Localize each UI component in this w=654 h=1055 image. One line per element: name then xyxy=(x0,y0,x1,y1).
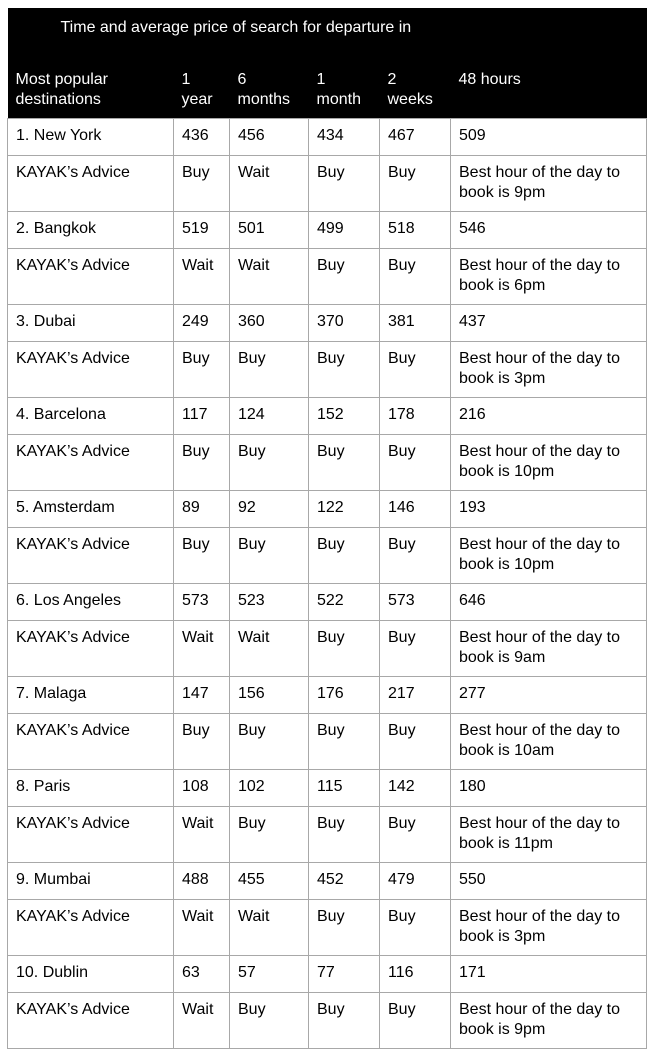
advice-cell-1-year: Wait xyxy=(174,620,230,676)
price-cell-48-hours: 646 xyxy=(451,583,647,620)
advice-label: KAYAK’s Advice xyxy=(8,620,174,676)
price-cell-1-year: 573 xyxy=(174,583,230,620)
advice-cell-6-months: Buy xyxy=(230,806,309,862)
best-hour-note: Best hour of the day to book is 9pm xyxy=(451,155,647,211)
advice-cell-1-month: Buy xyxy=(309,248,380,304)
advice-cell-1-month: Buy xyxy=(309,341,380,397)
advice-label: KAYAK’s Advice xyxy=(8,527,174,583)
price-cell-2-weeks: 573 xyxy=(380,583,451,620)
best-hour-note: Best hour of the day to book is 6pm xyxy=(451,248,647,304)
price-cell-48-hours: 550 xyxy=(451,862,647,899)
advice-cell-1-year: Wait xyxy=(174,248,230,304)
advice-cell-6-months: Buy xyxy=(230,341,309,397)
price-cell-1-month: 77 xyxy=(309,955,380,992)
advice-cell-1-month: Buy xyxy=(309,527,380,583)
advice-cell-2-weeks: Buy xyxy=(380,992,451,1048)
advice-cell-1-year: Wait xyxy=(174,899,230,955)
price-cell-6-months: 156 xyxy=(230,676,309,713)
advice-cell-6-months: Buy xyxy=(230,527,309,583)
advice-cell-1-year: Wait xyxy=(174,806,230,862)
advice-row xyxy=(8,992,647,1048)
price-cell-6-months: 124 xyxy=(230,397,309,434)
best-hour-note: Best hour of the day to book is 9am xyxy=(451,620,647,676)
advice-cell-1-year: Buy xyxy=(174,713,230,769)
price-cell-48-hours: 437 xyxy=(451,304,647,341)
advice-cell-1-month: Buy xyxy=(309,155,380,211)
advice-cell-6-months: Buy xyxy=(230,434,309,490)
advice-cell-1-year: Buy xyxy=(174,341,230,397)
advice-cell-6-months: Wait xyxy=(230,620,309,676)
price-cell-1-year: 488 xyxy=(174,862,230,899)
price-cell-6-months: 57 xyxy=(230,955,309,992)
advice-cell-1-year: Buy xyxy=(174,527,230,583)
advice-cell-6-months: Buy xyxy=(230,713,309,769)
price-cell-6-months: 360 xyxy=(230,304,309,341)
price-cell-6-months: 523 xyxy=(230,583,309,620)
price-cell-6-months: 501 xyxy=(230,211,309,248)
advice-row xyxy=(8,899,647,955)
destination-row xyxy=(8,955,647,992)
advice-cell-2-weeks: Buy xyxy=(380,620,451,676)
advice-cell-1-month: Buy xyxy=(309,620,380,676)
price-cell-1-year: 108 xyxy=(174,769,230,806)
column-header-destinations: Most popular destinations xyxy=(8,60,174,118)
best-hour-note: Best hour of the day to book is 10pm xyxy=(451,434,647,490)
price-cell-1-year: 89 xyxy=(174,490,230,527)
advice-label: KAYAK’s Advice xyxy=(8,155,174,211)
price-advice-table xyxy=(7,8,647,1049)
price-cell-48-hours: 171 xyxy=(451,955,647,992)
price-cell-48-hours: 509 xyxy=(451,118,647,155)
table-header xyxy=(8,8,647,118)
price-cell-6-months: 102 xyxy=(230,769,309,806)
price-cell-48-hours: 216 xyxy=(451,397,647,434)
price-cell-2-weeks: 116 xyxy=(380,955,451,992)
column-header-1-month: 1 month xyxy=(309,60,380,118)
advice-row xyxy=(8,155,647,211)
header-group-title: Time and average price of search for departure in xyxy=(8,8,647,60)
destination-name: 7. Malaga xyxy=(8,676,174,713)
column-header-1-year: 1 year xyxy=(174,60,230,118)
advice-cell-1-month: Buy xyxy=(309,806,380,862)
price-cell-1-month: 452 xyxy=(309,862,380,899)
advice-row xyxy=(8,713,647,769)
destination-row xyxy=(8,583,647,620)
price-cell-1-month: 122 xyxy=(309,490,380,527)
price-cell-1-year: 519 xyxy=(174,211,230,248)
destination-name: 10. Dublin xyxy=(8,955,174,992)
price-cell-1-month: 499 xyxy=(309,211,380,248)
header-columns-row xyxy=(8,60,647,118)
advice-label: KAYAK’s Advice xyxy=(8,713,174,769)
column-header-48-hours: 48 hours xyxy=(451,60,647,118)
price-cell-2-weeks: 479 xyxy=(380,862,451,899)
price-cell-1-month: 176 xyxy=(309,676,380,713)
advice-label: KAYAK’s Advice xyxy=(8,341,174,397)
advice-label: KAYAK’s Advice xyxy=(8,899,174,955)
table-body xyxy=(8,118,647,1048)
advice-cell-1-month: Buy xyxy=(309,434,380,490)
advice-cell-2-weeks: Buy xyxy=(380,527,451,583)
destination-name: 6. Los Angeles xyxy=(8,583,174,620)
advice-label: KAYAK’s Advice xyxy=(8,248,174,304)
advice-cell-2-weeks: Buy xyxy=(380,341,451,397)
destination-row xyxy=(8,676,647,713)
best-hour-note: Best hour of the day to book is 9pm xyxy=(451,992,647,1048)
best-hour-note: Best hour of the day to book is 3pm xyxy=(451,341,647,397)
price-cell-1-year: 147 xyxy=(174,676,230,713)
advice-cell-6-months: Wait xyxy=(230,155,309,211)
advice-row xyxy=(8,248,647,304)
column-header-2-weeks: 2 weeks xyxy=(380,60,451,118)
price-cell-6-months: 455 xyxy=(230,862,309,899)
price-cell-1-month: 115 xyxy=(309,769,380,806)
destination-row xyxy=(8,490,647,527)
price-cell-1-year: 63 xyxy=(174,955,230,992)
advice-cell-6-months: Wait xyxy=(230,248,309,304)
advice-label: KAYAK’s Advice xyxy=(8,806,174,862)
destination-name: 1. New York xyxy=(8,118,174,155)
price-cell-1-month: 522 xyxy=(309,583,380,620)
destination-row xyxy=(8,304,647,341)
advice-cell-1-year: Buy xyxy=(174,155,230,211)
destination-row xyxy=(8,397,647,434)
advice-cell-1-year: Buy xyxy=(174,434,230,490)
price-cell-2-weeks: 217 xyxy=(380,676,451,713)
advice-cell-1-month: Buy xyxy=(309,713,380,769)
price-cell-48-hours: 277 xyxy=(451,676,647,713)
advice-row xyxy=(8,527,647,583)
destination-name: 2. Bangkok xyxy=(8,211,174,248)
price-cell-48-hours: 180 xyxy=(451,769,647,806)
destination-row xyxy=(8,862,647,899)
best-hour-note: Best hour of the day to book is 10am xyxy=(451,713,647,769)
header-group-row xyxy=(8,8,647,60)
price-table-container xyxy=(7,8,646,1049)
advice-label: KAYAK’s Advice xyxy=(8,434,174,490)
advice-row xyxy=(8,341,647,397)
price-cell-2-weeks: 381 xyxy=(380,304,451,341)
advice-cell-2-weeks: Buy xyxy=(380,806,451,862)
advice-cell-2-weeks: Buy xyxy=(380,248,451,304)
advice-cell-6-months: Buy xyxy=(230,992,309,1048)
destination-name: 3. Dubai xyxy=(8,304,174,341)
destination-name: 8. Paris xyxy=(8,769,174,806)
advice-cell-6-months: Wait xyxy=(230,899,309,955)
advice-cell-1-month: Buy xyxy=(309,899,380,955)
best-hour-note: Best hour of the day to book is 10pm xyxy=(451,527,647,583)
price-cell-2-weeks: 467 xyxy=(380,118,451,155)
advice-cell-2-weeks: Buy xyxy=(380,434,451,490)
advice-cell-2-weeks: Buy xyxy=(380,713,451,769)
advice-row xyxy=(8,620,647,676)
destination-row xyxy=(8,769,647,806)
price-cell-1-month: 370 xyxy=(309,304,380,341)
price-cell-1-month: 434 xyxy=(309,118,380,155)
price-cell-1-year: 436 xyxy=(174,118,230,155)
advice-label: KAYAK’s Advice xyxy=(8,992,174,1048)
destination-row xyxy=(8,211,647,248)
destination-name: 9. Mumbai xyxy=(8,862,174,899)
price-cell-6-months: 456 xyxy=(230,118,309,155)
price-cell-48-hours: 546 xyxy=(451,211,647,248)
best-hour-note: Best hour of the day to book is 3pm xyxy=(451,899,647,955)
advice-row xyxy=(8,806,647,862)
price-cell-2-weeks: 518 xyxy=(380,211,451,248)
price-cell-2-weeks: 178 xyxy=(380,397,451,434)
destination-row xyxy=(8,118,647,155)
price-cell-1-month: 152 xyxy=(309,397,380,434)
price-cell-1-year: 117 xyxy=(174,397,230,434)
advice-cell-2-weeks: Buy xyxy=(380,899,451,955)
advice-cell-1-month: Buy xyxy=(309,992,380,1048)
advice-cell-1-year: Wait xyxy=(174,992,230,1048)
destination-name: 4. Barcelona xyxy=(8,397,174,434)
advice-cell-2-weeks: Buy xyxy=(380,155,451,211)
best-hour-note: Best hour of the day to book is 11pm xyxy=(451,806,647,862)
price-cell-2-weeks: 146 xyxy=(380,490,451,527)
price-cell-2-weeks: 142 xyxy=(380,769,451,806)
price-cell-1-year: 249 xyxy=(174,304,230,341)
advice-row xyxy=(8,434,647,490)
price-cell-6-months: 92 xyxy=(230,490,309,527)
destination-name: 5. Amsterdam xyxy=(8,490,174,527)
column-header-6-months: 6 months xyxy=(230,60,309,118)
price-cell-48-hours: 193 xyxy=(451,490,647,527)
